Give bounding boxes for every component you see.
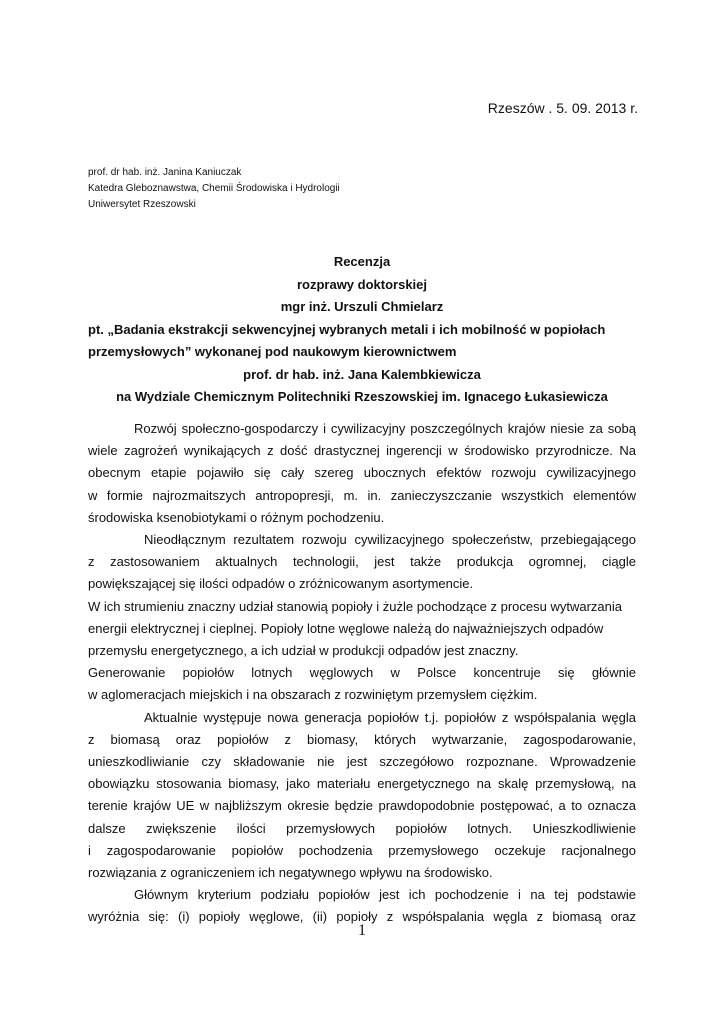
reviewer-university: Uniwersytet Rzeszowski xyxy=(88,199,196,210)
body-line: unieszkodliwianie czy składowanie nie jest szczegółowo rozpoznane. Wprowadzenie xyxy=(88,754,636,770)
body-line: Nieodłącznym rezultatem rozwoju cywilizacyjnego społeczeństw, przebiegającego xyxy=(144,532,636,548)
reviewer-department: Katedra Gleboznawstwa, Chemii Środowiska i Hydrologii xyxy=(88,183,340,194)
body-line: obecnym etapie pojawiło się cały szereg ubocznych efektów rozwoju cywilizacyjnego xyxy=(88,465,636,481)
body-line: w aglomeracjach miejskich i na obszarach z rozwiniętym przemysłem ciężkim. xyxy=(88,687,538,703)
title-line: na Wydziale Chemicznym Politechniki Rzeszowskiej im. Ignacego Łukasiewicza xyxy=(116,389,608,404)
body-line: wiele zagrożeń wynikających z dość drastycznej ingerencji w środowisko przyrodnicze. Na xyxy=(88,443,636,459)
body-line: i zagospodarowanie popiołów pochodzenia przemysłowego oczekuje racjonalnego xyxy=(88,842,636,858)
title-line: mgr inż. Urszuli Chmielarz xyxy=(280,299,444,314)
body-line: w formie najrozmaitszych antropopresji, m. in. zanieczyszczanie wszystkich elementów xyxy=(88,487,636,503)
body-line: dalsze zwiększenie ilości przemysłowych popiołów lotnych. Unieszkodliwienie xyxy=(88,820,636,836)
title-line: rozprawy doktorskiej xyxy=(296,276,428,292)
body-line: środowiska ksenobiotykami o różnym pochodzeniu. xyxy=(88,509,385,525)
body-line: Głównym kryterium podziału popiołów jest ich pochodzenie i na tej podstawie xyxy=(134,887,636,903)
body-line: wyróżnia się: (i) popioły węglowe, (ii) popioły z współspalania węgla z biomasą oraz xyxy=(88,909,636,925)
body-line: przemysłu energetycznego, a ich udział w produkcji odpadów jest znaczny. xyxy=(88,643,519,659)
body-line: z zastosowaniem aktualnych technologii, jest także produkcja ogromnej, ciągle xyxy=(88,554,636,570)
body-line: Rozwój społeczno-gospodarczy i cywilizacyjny poszczególnych krajów niesie za sobą xyxy=(134,421,636,436)
body-line: obowiązku stosowania biomasy, jako materiału energetycznego na skalę przemysłową, na xyxy=(88,776,636,792)
page-number: 1 xyxy=(358,922,366,939)
title-line: Recenzja xyxy=(333,254,391,269)
reviewer-name: prof. dr hab. inż. Janina Kaniuczak xyxy=(88,167,242,178)
body-line: Aktualnie występuje nowa generacja popiołów t.j. popiołów z współspalania węgla xyxy=(144,709,636,725)
body-line: W ich strumieniu znaczny udział stanowią popioły i żużle pochodzące z procesu wytwarzania xyxy=(88,598,622,614)
body-line: terenie krajów UE w najbliższym okresie będzie prawdopodobnie postępować, a to oznacza xyxy=(88,798,636,814)
title-line: pt. „Badania ekstrakcji sekwencyjnej wybranych metali i ich mobilność w popiołach xyxy=(88,321,606,337)
review-title xyxy=(88,251,636,409)
body-line: rozwiązania z ograniczeniem ich negatywnego wpływu na środowisko. xyxy=(88,865,493,881)
body-line: powiększającej się ilości odpadów o zróżnicowanym asortymencie. xyxy=(88,576,474,592)
title-line: przemysłowych” wykonanej pod naukowym kierownictwem xyxy=(88,344,457,359)
body-line: energii elektrycznej i cieplnej. Popioły lotne węglowe należą do najważniejszych odpadów xyxy=(88,620,604,636)
reviewer-block xyxy=(88,165,340,213)
review-body xyxy=(88,418,636,929)
body-line: z biomasą oraz popiołów z biomasy, których wytwarzanie, zagospodarowanie, xyxy=(88,731,636,747)
body-line: Generowanie popiołów lotnych węglowych w Polsce koncentruje się głównie xyxy=(88,665,636,681)
document-date: Rzeszów . 5. 09. 2013 r. xyxy=(487,100,638,116)
title-line: prof. dr hab. inż. Jana Kalembkiewicza xyxy=(243,366,481,382)
